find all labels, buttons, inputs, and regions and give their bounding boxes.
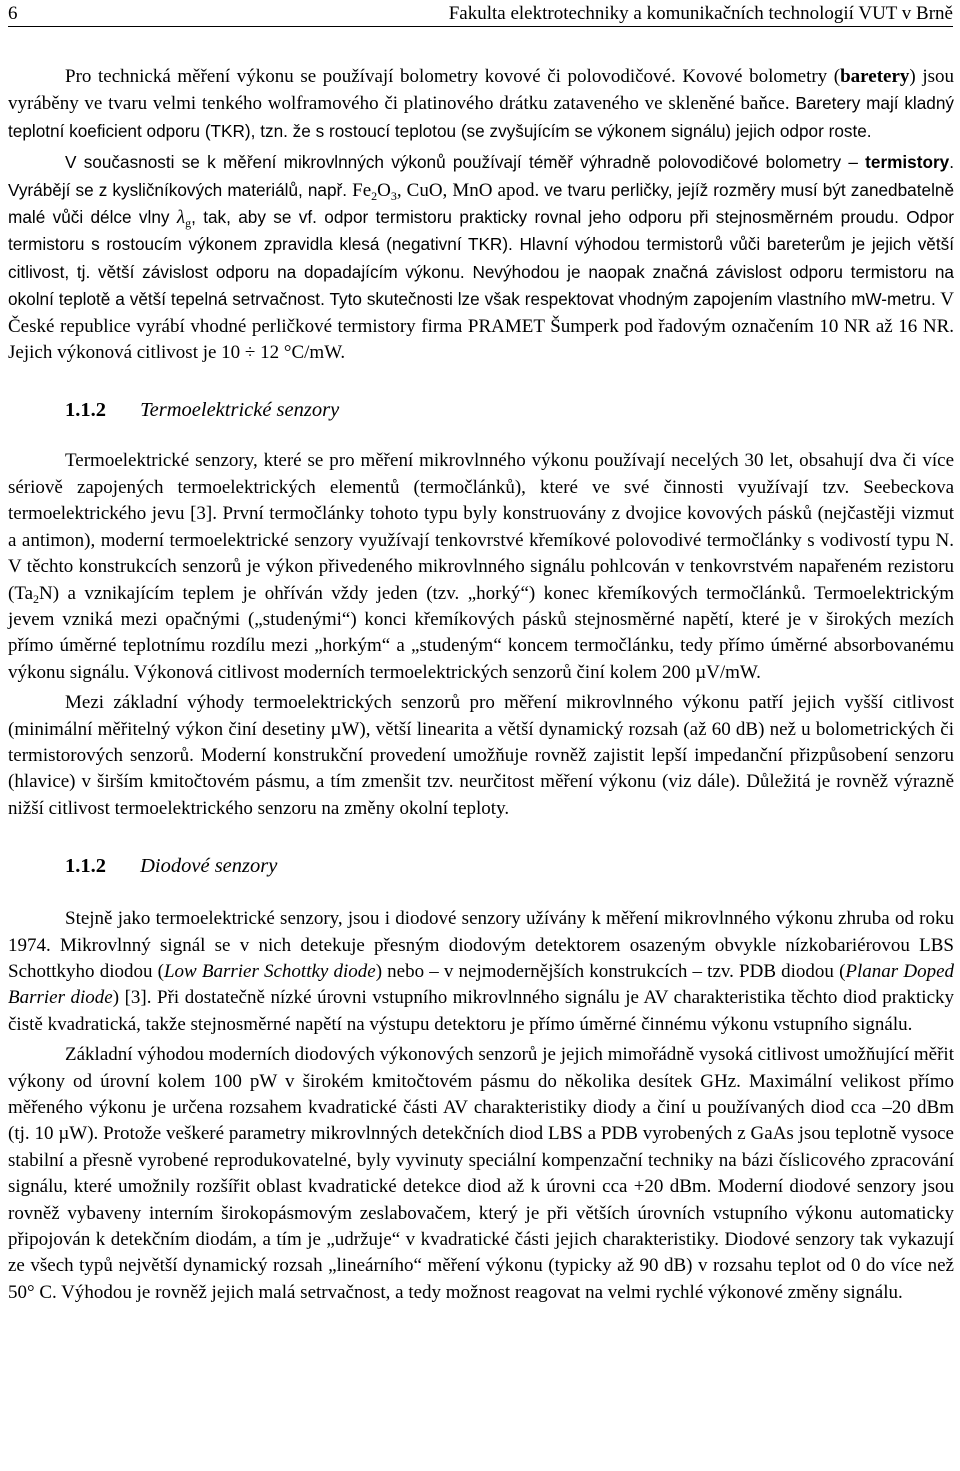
page-content <box>8 64 954 1306</box>
page-header <box>8 2 953 27</box>
section-heading-diodove <box>8 852 954 880</box>
italic-term: Planar Doped Barrier diode <box>8 960 954 1009</box>
section-title: Termoelektrické senzory <box>140 399 340 422</box>
text-run: V současnosti se k měření mikrovlnných výkonů používají téměř výhradně polovodičové bolometry – <box>65 152 866 173</box>
symbol-subscript: g <box>185 216 192 231</box>
text-run: , CuO, MnO apod. <box>396 179 545 201</box>
formula-fe: Fe <box>352 179 372 201</box>
symbol-lambda: λ <box>176 207 186 229</box>
page-number: 6 <box>8 3 18 24</box>
text-run: N) a vznikajícím teplem je ohříván vždy jeden (tzv. „horký“) konec křemíkových termočlánků. Termoelektrickým jevem vzniká mezi opačnými („studenými“) konci křemíkových pásků stejnosměrné napětí, které je v širokých mezích přímo úměrné teplotnímu rozdílu mezi „horkým“ a „studeným“ koncem termočlánku, tedy přímo úměrné absorbovanému výkonu signálu. Výkonová citlivost moderních termoelektrických senzorů činí kolem 200 µV/mW. <box>8 582 954 683</box>
paragraph-thermoelectric-sensors <box>8 448 954 686</box>
bold-term-termistory: termistory <box>865 152 950 173</box>
formula-o: O <box>377 179 391 201</box>
formula-subscript: 3 <box>390 188 397 203</box>
text-run: Baretery mají kladný teplotní koeficient odporu (TKR), tzn. že s rostoucí teplotou (se zvyšujícím se výkonem signálu) jejich odpor roste. <box>8 93 954 141</box>
formula-subscript: 2 <box>33 591 40 606</box>
text-run: Termoelektrické senzory, které se pro měření mikrovlnného výkonu používají necelých 30 let, obsahují dva či více sériově zapojených termoelektrických elementů (termočlánků), které ve své činnosti využívají tzv. Seebeckova termoelektrického jevu [3]. První termočlánky tohoto typu byly konstruovány z dvojice kovových pásků (nejčastěji vizmut a antimon), moderní termoelektrické senzory využívají tenkovrstvé křemíkové polovodivé termočlánky s vodivostí typu N. V těchto konstrukcích senzorů je výkon přivedeného mikrovlnného signálu pohlcován v tenkovrstvém napařeném rezistoru (Ta <box>8 450 954 604</box>
section-number: 1.1.2 <box>65 855 106 878</box>
text-run: . Vyrábějí se z kysličníkových materiálů, např. <box>8 152 954 200</box>
section-number: 1.1.2 <box>65 399 106 422</box>
paragraph-thermistors <box>8 149 954 366</box>
text-run: ) [3]. Při dostatečně nízké úrovni vstupního mikrovlnného signálu je AV charakteristika těchto diod prakticky čistě kvadratická, takže stejnosměrné napětí na výstupu detektoru je přímo úměrné činnému výkonu vstupního signálu. <box>8 987 954 1035</box>
section-title: Diodové senzory <box>140 855 278 878</box>
bold-term-baretery: baretery <box>840 66 910 87</box>
text-run: ve tvaru perličky, jejíž rozměry musí být zanedbatelně malé vůči délce vlny <box>8 179 955 228</box>
italic-term: Low Barrier Schottky diode <box>163 960 376 982</box>
paragraph-thermoelectric-advantages: Mezi základní výhody termoelektrických senzorů pro měření mikrovlnného výkonu patří jejich vyšší citlivost (minimální měřitelný výkon činí desetiny µW), větší linearita a větší dynamický rozsah (až 60 dB) než u bolometrických či termistorových senzorů. Moderní konstrukční provedení umožňuje rovněž zajistit lepší impedanční přizpůsobení senzoru (hlavice) v širším kmitočtovém pásmu, a tím zmenšit tzv. neurčitost měření výkonu (viz dále). Důležitá je rovněž výrazně nižší citlivost termoelektrického senzoru na změny okolní teploty. <box>8 692 954 819</box>
text-run: ) jsou vyráběny ve tvaru velmi tenkého wolframového či platinového drátku zataveného ve skleněné baňce. <box>8 66 955 115</box>
text-run: , tak, aby se vf. odpor termistoru prakticky rovnal jeho odporu při stejnosměrném proudu. Odpor termistoru s rostoucím výkonem zpravidla klesá (negativní TKR). Hlavní výhodou termistorů vůči bareterům je jejich větší citlivost, tj. větší závislost odporu na dopadajícím výkonu. Nevýhodou je naopak značná závislost odporu termistoru na okolní teplotě a větší tepelná setrvačnost. Tyto skutečnosti lze však respektovat vhodným zapojením vlastního mW-metru. <box>8 207 954 310</box>
text-run: V České republice vyrábí vhodné perličkové termistory firma PRAMET Šumperk pod řadovým označením 10 NR až 16 NR. Jejich výkonová citlivost je 10 ÷ 12 °C/mW. <box>8 289 954 364</box>
header-title: Fakulta elektrotechniky a komunikačních technologií VUT v Brně <box>448 3 953 24</box>
text-run: Stejně jako termoelektrické senzory, jsou i diodové senzory užívány k měření mikrovlnného výkonu zhruba od roku 1974. Mikrovlnný signál se v nich detekuje přesným diodovým detektorem osazeným obvykle nízkobariérovou LBS Schottkyho diodou ( <box>8 908 954 982</box>
text-run: ) nebo – v nejmodernějších konstrukcích – tzv. PDB diodou ( <box>375 960 846 982</box>
formula-subscript: 2 <box>371 188 378 203</box>
section-heading-termoelektricke <box>8 396 954 424</box>
text-run: Pro technická měření výkonu se používají bolometry kovové či polovodičové. Kovové bolometry ( <box>65 66 841 87</box>
paragraph-diode-sensors <box>8 906 954 1038</box>
paragraph-diode-advantages: Základní výhodou moderních diodových výkonových senzorů je jejich mimořádně vysoká citlivost umožňující měřit výkony od úrovní kolem 100 pW v širokém kmitočtovém pásmu do několika desítek GHz. Maximální velikost přímo měřeného výkonu je určena rozsahem kvadratické části AV charakteristiky diody a činí u používaných diod cca –20 dBm (tj. 10 µW). Protože veškeré parametry mikrovlnných detekčních diod LBS a PDB vyrobených z GaAs jsou teplotně vysoce stabilní a přesně vyrobené reprodukovatelné, byly vyvinuty speciální kompenzační techniky na bázi číslicového zpracování signálu, které umožnily rozšířit oblast kvadratické detekce diod až k úrovni cca +20 dBm. Moderní diodové senzory jsou rovněž vybaveny interním širokopásmovým zeslabovačem, který je při větších úrovních vstupního výkonu automaticky připojován k detekčním diodám, a tím je „udržuje“ v kvadratické části jejich charakteristiky. Diodové senzory tak vykazují ze všech typů největší dynamický rozsah „lineárního“ měření výkonu (typicky až 90 dB) v rozsahu teplot od 0 do více než 50° C. Výhodou je rovněž jejich malá setrvačnost, a tedy možnost reagovat na velmi rychlé výkonové změny signálu. <box>8 1044 954 1303</box>
paragraph-bolometers <box>8 64 954 145</box>
